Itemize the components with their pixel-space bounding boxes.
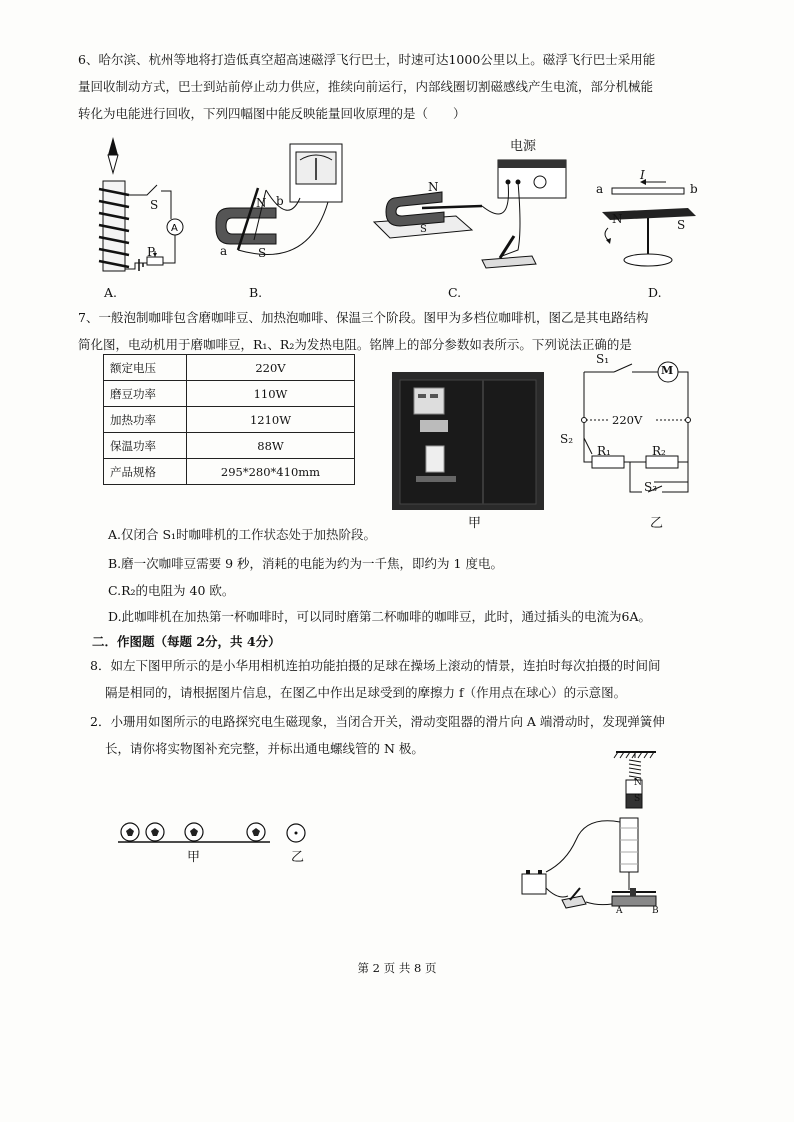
q6-line-3: 转化为电能进行回收，下列四幅图中能反映能量回收原理的是（ ）	[78, 106, 466, 121]
fig-d-current-label: I	[640, 168, 645, 182]
control-panel-icon	[414, 388, 444, 414]
q6-figure-c	[372, 150, 572, 275]
section-2-title: 二．作图题（每题 2分，共 4分）	[92, 634, 281, 649]
q6-option-c: C.	[448, 285, 462, 300]
coffee-cup-icon	[426, 446, 444, 472]
table-row: 产品规格 295*280*410mm	[104, 459, 355, 485]
c-conductor	[422, 206, 482, 208]
ammeter-symbol: A	[171, 223, 178, 234]
compass-needle-icon	[108, 137, 118, 173]
q9-line-1: 2．小珊用如图所示的电路探究电生磁现象，当闭合开关，滑动变阻器的滑片向 A 端滑动时，发现弹簧伸	[90, 714, 665, 729]
q8-fig-jia-label: 甲	[187, 850, 201, 865]
q8-stem	[90, 652, 660, 706]
fig-c-n-label: N	[428, 180, 439, 194]
rheostat-a-label: A	[616, 906, 623, 916]
compass-stand	[624, 254, 672, 266]
table-row: 额定电压 220V	[104, 355, 355, 381]
circuit-r2-label: R₂	[652, 444, 666, 458]
wire-ab	[612, 188, 684, 194]
q8-line-2: 隔是相同的，请根据图片信息，在图乙中作出足球受到的摩擦力 f（作用点在球心）的示意图。	[105, 685, 627, 700]
knob-icon	[534, 176, 546, 188]
q7-stem	[78, 304, 648, 358]
q6-option-b: B.	[249, 285, 263, 300]
table-row: 加热功率 1210W	[104, 407, 355, 433]
electromagnet-apparatus	[516, 750, 716, 922]
q7-line-2: 简化图，电动机用于磨咖啡豆，R₁、R₂为发热电阻。铭牌上的部分参数如表所示。下列说法正确的是	[78, 337, 632, 352]
circuit-r1-label: R₁	[597, 444, 611, 458]
fig-d-s-label: S	[677, 218, 686, 232]
q6-option-a: A.	[104, 285, 118, 300]
circuit-motor-label: M	[661, 364, 674, 377]
q7-option-d: D.此咖啡机在加热第一杯咖啡时，可以同时磨第二杯咖啡的咖啡豆，此时，通过插头的电流为6A。	[108, 609, 652, 624]
knife-switch-icon	[482, 256, 536, 268]
fig-yi-label: 乙	[650, 516, 664, 531]
fig-b-b-label: b	[276, 194, 284, 208]
fig-b-a-label: a	[220, 244, 228, 258]
q7-option-b: B.磨一次咖啡豆需要 9 秒，消耗的电能为约为一千焦，即约为 1 度电。	[108, 556, 503, 571]
fig-a-slider-label: P	[147, 245, 156, 259]
magnet-n-label: N	[634, 778, 642, 788]
q8-fig-yi-label: 乙	[291, 850, 305, 865]
rheostat-icon	[612, 896, 656, 906]
switch-s2	[584, 438, 592, 462]
q7-option-a: A.仅闭合 S₁时咖啡机的工作状态处于加热阶段。	[108, 527, 377, 542]
q6-line-1: 6、哈尔滨、杭州等地将打造低真空超高速磁浮飞行巴士，时速可达1000公里以上。磁浮飞行巴士采用能	[78, 52, 656, 67]
circuit-s1-label: S₁	[596, 352, 610, 366]
q6-option-d: D.	[648, 285, 662, 300]
fig-jia-label: 甲	[468, 516, 482, 531]
fig-d-b-label: b	[690, 182, 698, 196]
rheostat-b-label: B	[652, 906, 659, 916]
q7-circuit-diagram	[570, 352, 700, 512]
q6-figure-a	[95, 135, 195, 285]
coffee-machine-image	[392, 372, 544, 510]
q6-stem	[78, 46, 718, 127]
q6-line-2: 量回收制动方式，巴士到站前停止动力供应，推续向前运行，内部线圈切割磁感线产生电流，部分机械能	[78, 79, 654, 94]
circuit-s2-label: S₂	[560, 432, 574, 446]
fig-b-s-label: S	[258, 246, 267, 260]
c-magnet-icon	[386, 192, 444, 226]
fig-d-n-label: N	[612, 212, 623, 226]
q7-spec-table	[103, 354, 355, 485]
battery-icon	[522, 874, 546, 894]
magnet-s-label: S	[634, 794, 641, 804]
q7-option-c: C.R₂的电阻为 40 欧。	[108, 583, 235, 598]
page-number: 第 2 页 共 8 页	[357, 961, 437, 975]
table-row: 磨豆功率 110W	[104, 381, 355, 407]
switch-icon	[562, 896, 586, 908]
fig-d-a-label: a	[596, 182, 604, 196]
fig-c-s-label: S	[420, 224, 427, 235]
fig-b-n-label: N	[256, 196, 267, 210]
soccer-ball-figure	[118, 820, 318, 850]
circuit-s3-label: S₃	[644, 480, 658, 494]
q9-line-2: 长，请你将实物图补充完整，并标出通电螺线管的 N 极。	[105, 741, 424, 756]
q8-line-1: 8．如左下图甲所示的是小华用相机连拍功能拍摄的足球在操场上滚动的情景，连拍时每次拍摄的时间间	[90, 658, 661, 673]
circuit-voltage-label: 220V	[612, 413, 643, 427]
fig-a-switch-label: S	[150, 198, 159, 212]
q7-line-1: 7、一般泡制咖啡包含磨咖啡豆、加热泡咖啡、保温三个阶段。图甲为多档位咖啡机，图乙是其电路结构	[78, 310, 649, 325]
power-supply-label: 电源	[510, 139, 537, 154]
table-row: 保温功率 88W	[104, 433, 355, 459]
